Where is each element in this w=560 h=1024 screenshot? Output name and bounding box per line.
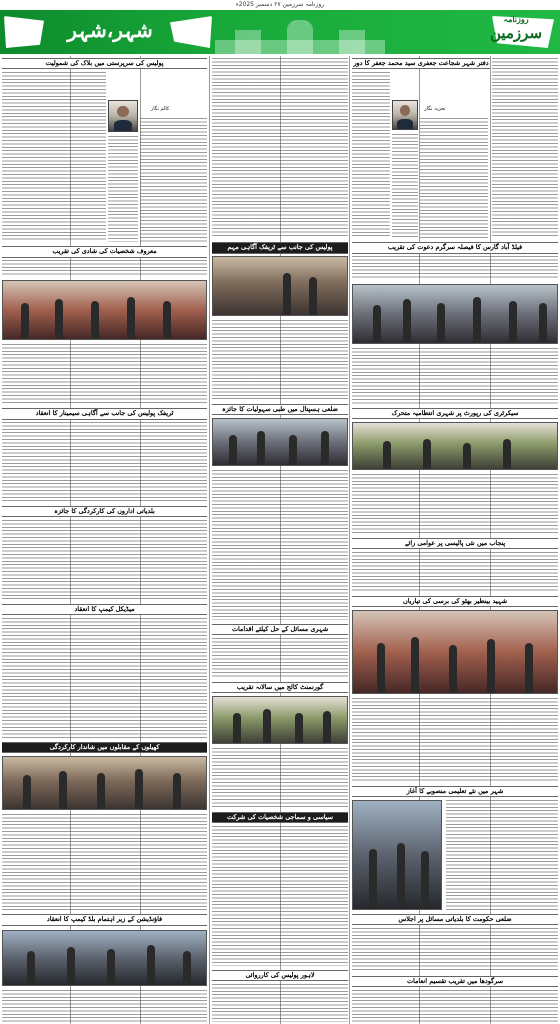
article-body: [352, 72, 390, 238]
article-body: [446, 800, 558, 910]
author-byline: کالم نگار: [150, 106, 170, 112]
headline[interactable]: سرگودھا میں تقریب تقسیم انعامات: [352, 976, 558, 987]
headline[interactable]: سیکرٹری کی رپورٹ پر شہری انتظامیہ متحرک: [352, 408, 558, 419]
article-body: [212, 58, 348, 238]
news-photo: [212, 418, 348, 466]
headline[interactable]: فاؤنڈیشن کے زیر اہتمام بلڈ کیمپ کا انعقاد: [2, 914, 207, 926]
article-body: [352, 990, 558, 1022]
headline[interactable]: کھیلوں کے مقابلوں میں شاندار کارکردگی: [2, 742, 207, 753]
brand-small: روزنامہ: [503, 14, 529, 24]
headline[interactable]: فیلڈ آباد گارس کا فیصلہ سرگرم دعوت کی تقریب: [352, 242, 558, 254]
section-title: شہر،شہر: [67, 18, 153, 42]
building-icon: [215, 20, 385, 54]
news-photo: [352, 800, 442, 910]
author-photo: [108, 100, 138, 132]
article-body: [352, 552, 558, 592]
article-body: [2, 618, 207, 738]
article-body: [352, 928, 558, 972]
dateline: روزنامہ سرزمین ۲۷ دسمبر 2025ء: [235, 1, 325, 8]
headline[interactable]: شہر میں نئے تعلیمی منصوبے کا آغاز: [352, 786, 558, 797]
headline[interactable]: بلدیاتی اداروں کی کارکردگی کا جائزہ: [2, 506, 207, 517]
article-body: [212, 748, 348, 808]
headline[interactable]: شہری مسائل کے حل کیلئے اقدامات: [212, 624, 348, 635]
headline[interactable]: پنجاب میں نئی پالیسی پر عوامی رائے: [352, 538, 558, 549]
news-photo: [2, 930, 207, 986]
headline[interactable]: ٹریفک پولیس کی جانب سے آگاہی سیمینار کا انعقاد: [2, 408, 207, 420]
article-body: [352, 474, 558, 534]
news-photo: [2, 280, 207, 340]
article-body: [420, 118, 488, 238]
headline[interactable]: گورنمنٹ کالج میں سالانہ تقریب: [212, 682, 348, 693]
author-byline: تجزیہ نگار: [424, 106, 446, 112]
article-body: [352, 698, 558, 782]
article-body: [108, 136, 138, 242]
news-photo: [352, 284, 558, 344]
article-body: [212, 638, 348, 678]
news-photo: [212, 696, 348, 744]
masthead: [0, 10, 560, 54]
headline[interactable]: سیاسی و سماجی شخصیات کی شرکت: [212, 812, 348, 823]
headline[interactable]: پولیس کی جانب سے ٹریفک آگاہی مہم: [212, 242, 348, 254]
headline[interactable]: شہید بینظیر بھٹو کی برسی کی تیاریاں: [352, 596, 558, 607]
headline[interactable]: لاہور پولیس کی کارروائی: [212, 970, 348, 981]
article-body: [2, 520, 207, 600]
news-photo: [212, 256, 348, 316]
article-body: [212, 320, 348, 400]
news-photo: [352, 422, 558, 470]
article-body: [2, 990, 207, 1022]
headline[interactable]: دفتر شہر شجاعت جعفری سید محمد جعفر کا دور: [353, 59, 489, 67]
article-body: [212, 984, 348, 1022]
article-body: [352, 256, 558, 280]
article-body: [140, 118, 207, 242]
article-body: [2, 344, 207, 404]
news-photo: [2, 756, 207, 810]
news-photo: [352, 610, 558, 694]
article-body: [212, 470, 348, 620]
author-photo: [392, 100, 418, 130]
brand-name: سرزمین: [489, 24, 543, 42]
newspaper-page: [0, 56, 560, 1024]
article-body: [2, 422, 207, 502]
article-body: [212, 826, 348, 966]
article-body: [2, 72, 106, 242]
article-body: [492, 58, 558, 238]
headline[interactable]: معروف شخصیات کی شادی کی تقریب: [2, 246, 207, 258]
newspaper-logo[interactable]: [486, 14, 546, 42]
flag-icon: [170, 16, 212, 48]
article-body: [352, 348, 558, 404]
article-body: [2, 260, 207, 276]
headline[interactable]: میڈیکل کیمپ کا انعقاد: [2, 604, 207, 615]
article-body: [2, 814, 207, 910]
headline[interactable]: ضلعی ہسپتال میں طبی سہولیات کا جائزہ: [212, 404, 348, 415]
headline[interactable]: ضلعی حکومت کا بلدیاتی مسائل پر اجلاس: [352, 914, 558, 925]
flag-icon: [4, 16, 44, 48]
article-body: [392, 134, 418, 238]
headline[interactable]: پولیس کی سرپرستی میں بلاک کی شمولیت: [2, 58, 207, 69]
